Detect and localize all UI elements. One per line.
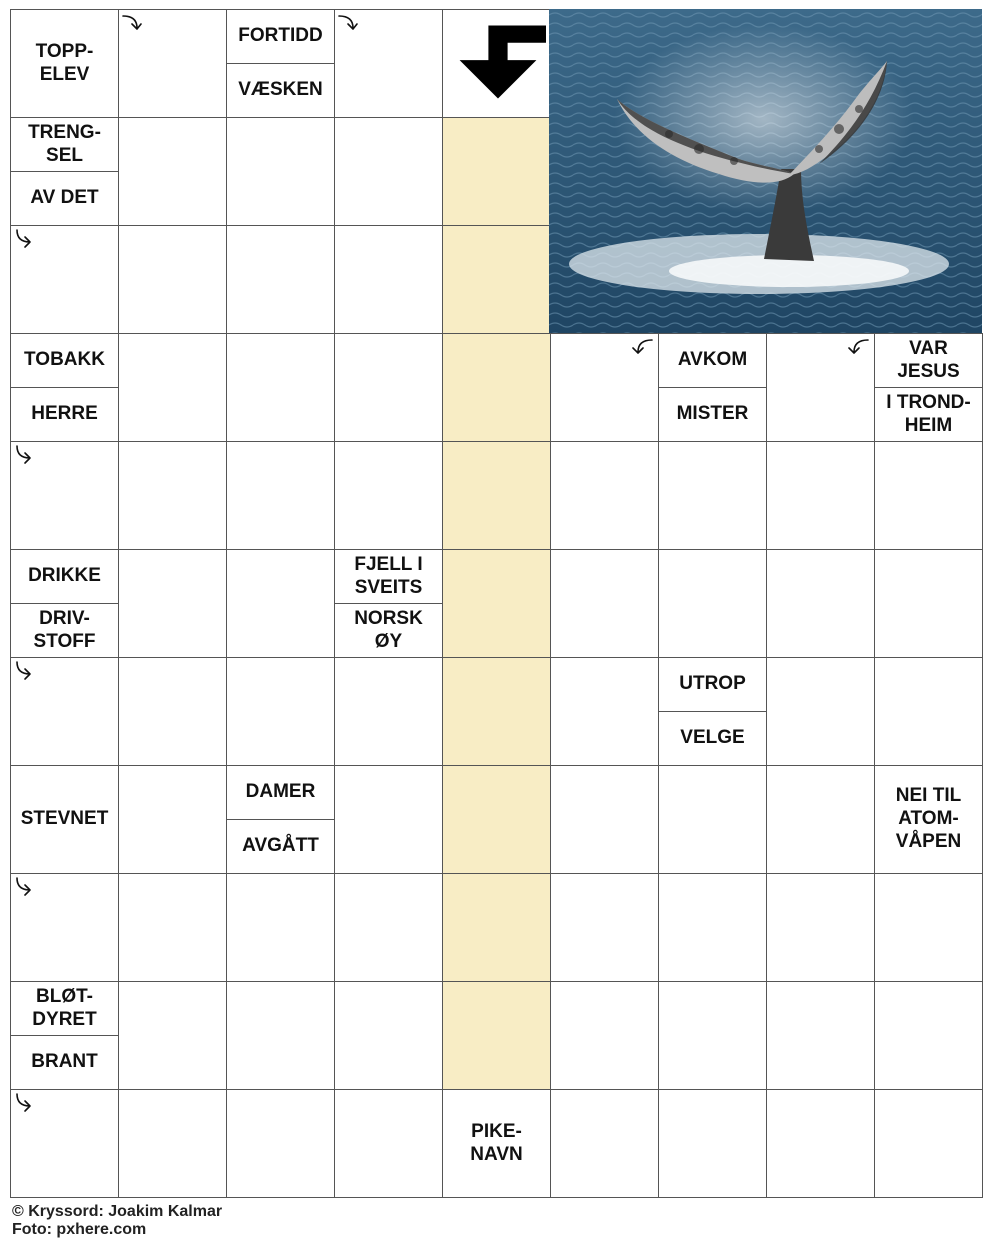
- clue-blotdyret: BLØT- DYRET: [10, 981, 119, 1036]
- answer-cell[interactable]: [334, 225, 443, 334]
- answer-cell[interactable]: [874, 549, 983, 658]
- answer-cell[interactable]: [226, 549, 335, 658]
- clue-drivstoff: DRIV- STOFF: [10, 603, 119, 658]
- solution-cell[interactable]: [442, 333, 551, 442]
- answer-cell[interactable]: [766, 549, 875, 658]
- answer-cell[interactable]: [550, 441, 659, 550]
- answer-cell[interactable]: [226, 657, 335, 766]
- answer-cell[interactable]: [766, 981, 875, 1090]
- answer-cell[interactable]: [550, 873, 659, 982]
- clue-mister: MISTER: [658, 387, 767, 442]
- answer-cell[interactable]: [874, 441, 983, 550]
- clue-nei-til-atomvapen: NEI TIL ATOM- VÅPEN: [874, 765, 983, 874]
- answer-cell[interactable]: [226, 333, 335, 442]
- copyright-text: © Kryssord: Joakim Kalmar: [12, 1203, 223, 1220]
- solution-cell[interactable]: [442, 117, 551, 226]
- answer-cell[interactable]: [550, 765, 659, 874]
- answer-cell[interactable]: [334, 873, 443, 982]
- clue-drikke: DRIKKE: [10, 549, 119, 604]
- clue-fjell-i-sveits: FJELL I SVEITS: [334, 549, 443, 604]
- answer-cell[interactable]: [118, 1089, 227, 1198]
- answer-cell[interactable]: [874, 657, 983, 766]
- answer-cell[interactable]: [766, 1089, 875, 1198]
- answer-cell[interactable]: [658, 873, 767, 982]
- clue-avgatt: AVGÅTT: [226, 819, 335, 874]
- clue-avkom: AVKOM: [658, 333, 767, 388]
- solution-cell[interactable]: [442, 441, 551, 550]
- clue-fortidd: FORTIDD: [226, 9, 335, 64]
- clue-norsk-oy: NORSK ØY: [334, 603, 443, 658]
- solution-cell[interactable]: [442, 873, 551, 982]
- answer-cell[interactable]: [226, 441, 335, 550]
- answer-cell[interactable]: [658, 981, 767, 1090]
- answer-cell[interactable]: [118, 549, 227, 658]
- answer-cell[interactable]: [226, 1089, 335, 1198]
- answer-cell[interactable]: [550, 981, 659, 1090]
- answer-cell[interactable]: [118, 441, 227, 550]
- answer-cell[interactable]: [226, 225, 335, 334]
- answer-cell[interactable]: [226, 981, 335, 1090]
- answer-cell[interactable]: [766, 765, 875, 874]
- answer-cell[interactable]: [118, 225, 227, 334]
- answer-cell[interactable]: [766, 657, 875, 766]
- arrow-left-down-icon: [848, 336, 870, 358]
- photo-credit-text: Foto: pxhere.com: [12, 1221, 147, 1238]
- arrow-down-right-icon: [13, 660, 35, 682]
- arrow-down-right-icon: [13, 444, 35, 466]
- clue-trengsel: TRENG- SEL: [10, 117, 119, 172]
- arrow-right-down-icon: [337, 12, 359, 34]
- answer-cell[interactable]: [226, 117, 335, 226]
- answer-cell[interactable]: [118, 981, 227, 1090]
- clue-toppelev: TOPP- ELEV: [10, 9, 119, 118]
- whale-tail-photo: [549, 9, 982, 333]
- answer-cell[interactable]: [118, 765, 227, 874]
- answer-cell[interactable]: [118, 117, 227, 226]
- arrow-down-right-icon: [13, 228, 35, 250]
- arrow-right-down-icon: [121, 12, 143, 34]
- clue-stevnet: STEVNET: [10, 765, 119, 874]
- clue-herre: HERRE: [10, 387, 119, 442]
- answer-cell[interactable]: [766, 441, 875, 550]
- answer-cell[interactable]: [118, 657, 227, 766]
- arrow-down-right-icon: [13, 1092, 35, 1114]
- answer-cell[interactable]: [874, 873, 983, 982]
- clue-utrop: UTROP: [658, 657, 767, 712]
- solution-cell[interactable]: [442, 981, 551, 1090]
- solution-cell[interactable]: [442, 765, 551, 874]
- answer-cell[interactable]: [874, 1089, 983, 1198]
- answer-cell[interactable]: [550, 657, 659, 766]
- answer-cell[interactable]: [334, 333, 443, 442]
- answer-cell[interactable]: [118, 333, 227, 442]
- answer-cell[interactable]: [658, 441, 767, 550]
- answer-cell[interactable]: [226, 873, 335, 982]
- answer-cell[interactable]: [550, 1089, 659, 1198]
- solution-cell[interactable]: [442, 225, 551, 334]
- arrow-left-down-icon: [632, 336, 654, 358]
- answer-cell[interactable]: [334, 1089, 443, 1198]
- answer-cell[interactable]: [334, 765, 443, 874]
- clue-tobakk: TOBAKK: [10, 333, 119, 388]
- solution-start-arrow-icon: [450, 21, 546, 103]
- solution-cell[interactable]: [442, 657, 551, 766]
- answer-cell[interactable]: [658, 1089, 767, 1198]
- answer-cell[interactable]: [334, 117, 443, 226]
- arrow-down-right-icon: [13, 876, 35, 898]
- clue-damer: DAMER: [226, 765, 335, 820]
- clue-velge: VELGE: [658, 711, 767, 766]
- clue-var-jesus: VAR JESUS: [874, 333, 983, 388]
- clue-i-trondheim: I TROND- HEIM: [874, 387, 983, 442]
- clue-brant: BRANT: [10, 1035, 119, 1090]
- answer-cell[interactable]: [658, 765, 767, 874]
- answer-cell[interactable]: [334, 441, 443, 550]
- answer-cell[interactable]: [334, 981, 443, 1090]
- answer-cell[interactable]: [874, 981, 983, 1090]
- solution-cell[interactable]: [442, 549, 551, 658]
- clue-av-det: AV DET: [10, 171, 119, 226]
- clue-pikenavn: PIKE- NAVN: [442, 1089, 551, 1198]
- answer-cell[interactable]: [118, 873, 227, 982]
- answer-cell[interactable]: [334, 657, 443, 766]
- answer-cell[interactable]: [766, 873, 875, 982]
- clue-vaesken: VÆSKEN: [226, 63, 335, 118]
- answer-cell[interactable]: [658, 549, 767, 658]
- answer-cell[interactable]: [550, 549, 659, 658]
